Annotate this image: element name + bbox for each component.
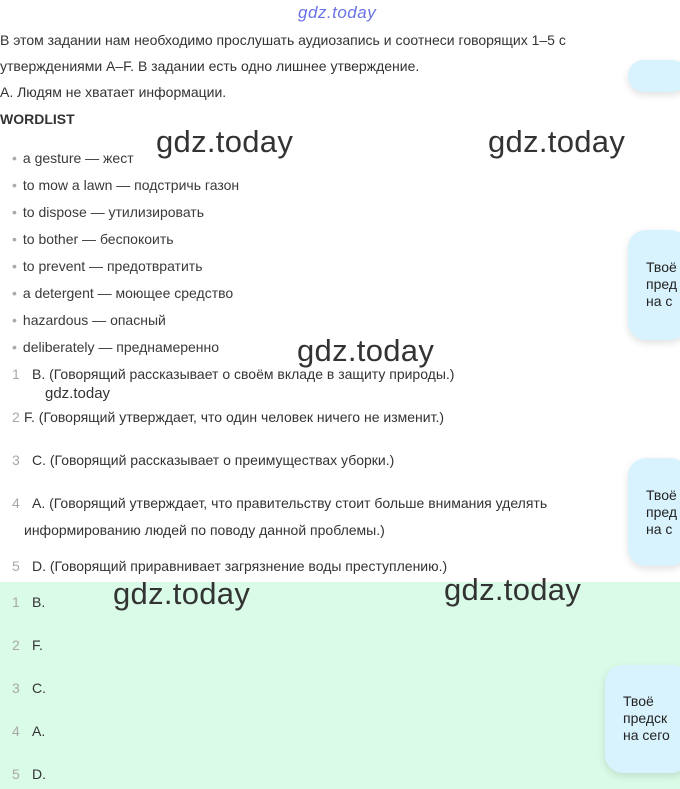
answer-number: 1 [12, 594, 20, 610]
explanation-text: B. (Говорящий рассказывает о своём вкладе в защиту природы.) [32, 366, 455, 382]
bullet-icon: • [12, 177, 17, 193]
wordlist-item: • to mow a lawn — подстричь газон [12, 177, 240, 193]
site-logo[interactable]: gdz.today [298, 3, 377, 22]
wordlist-heading: WORDLIST [0, 111, 75, 127]
bullet-icon: • [12, 231, 17, 247]
list-item: 3 [12, 452, 20, 468]
wordlist-item: • hazardous — опасный [12, 312, 166, 328]
answer-number: 3 [12, 680, 20, 696]
list-item: 2 [12, 409, 20, 425]
answer-text: F. [32, 637, 43, 653]
answer-text: B. [32, 594, 46, 610]
explanation-text: D. (Говорящий приравнивает загрязнение воды преступлению.) [32, 558, 448, 574]
task-intro-line-3: A. Людям не хватает информации. [0, 84, 227, 100]
wordlist-item: • to bother — беспокоить [12, 231, 174, 247]
prediction-bubble-top[interactable] [628, 60, 680, 92]
list-item: 4 [12, 495, 20, 511]
prediction-bubble[interactable]: Твоё пред на с [628, 458, 680, 566]
wordlist-item: • a gesture — жест [12, 150, 134, 166]
answer-number: 5 [12, 766, 20, 782]
task-intro-line-1: В этом задании нам необходимо прослушать аудиозапись и соотнеси говорящих 1–5 с [0, 32, 566, 48]
answers-panel [0, 582, 680, 789]
wordlist-item: • to dispose — утилизировать [12, 204, 205, 220]
bullet-icon: • [12, 258, 17, 274]
answer-text: D. [32, 766, 46, 782]
list-item: 5 [12, 558, 20, 574]
watermark: gdz.today [113, 576, 251, 611]
answer-text: C. [32, 680, 46, 696]
watermark: gdz.today [297, 333, 435, 368]
explanation-text-continued: информированию людей по поводу данной проблемы.) [24, 522, 385, 538]
wordlist-item: • deliberately — преднамеренно [12, 339, 220, 355]
watermark: gdz.today [45, 385, 111, 402]
task-intro-line-2: утверждениями A–F. В задании есть одно лишнее утверждение. [0, 58, 420, 74]
bullet-icon: • [12, 204, 17, 220]
bullet-icon: • [12, 285, 17, 301]
answer-text: A. [32, 723, 46, 739]
list-item: 1 [12, 366, 20, 382]
wordlist-item: • to prevent — предотвратить [12, 258, 203, 274]
prediction-bubble[interactable]: Твоё пред на с [628, 230, 680, 340]
answer-number: 4 [12, 723, 20, 739]
explanation-text: F. (Говорящий утверждает, что один человек ничего не изменит.) [24, 409, 444, 425]
wordlist-item: • a detergent — моющее средство [12, 285, 234, 301]
answer-number: 2 [12, 637, 20, 653]
bullet-icon: • [12, 312, 17, 328]
explanation-text: A. (Говорящий утверждает, что правительству стоит больше внимания уделять [32, 495, 548, 511]
prediction-bubble[interactable]: Твоё предск на сего [605, 665, 680, 773]
watermark: gdz.today [444, 572, 582, 607]
watermark: gdz.today [488, 124, 626, 159]
explanation-text: C. (Говорящий рассказывает о преимуществах уборки.) [32, 452, 395, 468]
watermark: gdz.today [156, 124, 294, 159]
bullet-icon: • [12, 339, 17, 355]
bullet-icon: • [12, 150, 17, 166]
